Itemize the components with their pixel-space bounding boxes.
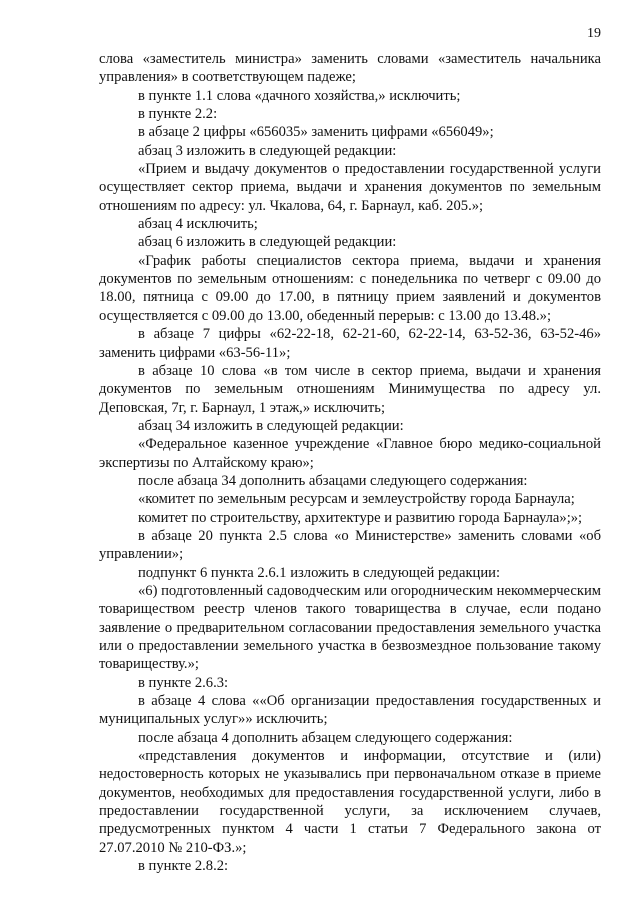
- paragraph: после абзаца 34 дополнить абзацами следующего содержания:: [138, 472, 528, 489]
- page-number: 19: [587, 26, 601, 41]
- paragraph: слова «заместитель министра» заменить словами «заместитель начальника управления» в соответствующем падеже;: [99, 51, 601, 86]
- paragraph: в абзаце 7 цифры «62-22-18, 62-21-60, 62-22-14, 63-52-36, 63-52-46» заменить цифрами «63-56-11»;: [99, 326, 601, 361]
- paragraph: в абзаце 20 пункта 2.5 слова «о Министерстве» заменить словами «об управлении»;: [99, 527, 601, 563]
- paragraph: комитет по строительству, архитектуре и развитию города Барнаула»;»;: [138, 509, 583, 526]
- paragraph: в абзаце 4 слова ««Об организации предоставления государственных и муниципальных услуг»» исключить;: [99, 693, 601, 728]
- paragraph: «Прием и выдачу документов о предоставлении государственной услуги осуществляет сектор приема, выдачи и хранения документов по земельным отношениям по адресу: ул. Чкалова, 64, г. Барнаул, каб. 205.»;: [99, 161, 601, 214]
- paragraph: «График работы специалистов сектора приема, выдачи и хранения документов по земельным отношениям: с понедельника по четверг с 09.00 до 18.00, пятница с 09.00 до 17.00, в пятницу прием заявлений и документов осуществляется с 09.00 до 13.00, обеденный перерыв: с 13.00 до 13.48.»;: [99, 252, 601, 324]
- paragraph: в абзаце 2 цифры «656035» заменить цифрами «656049»;: [138, 124, 494, 141]
- paragraph: «6) подготовленный садоводческим или огородническим некоммерческим товариществом реестр членов такого товарищества в случае, если подано заявление о предварительном согласовании предоставления земельного участка или о предоставлении земельного участка в безвозмездное пользование такому товариществу.»;: [99, 582, 601, 673]
- paragraph: абзац 6 изложить в следующей редакции:: [138, 234, 397, 251]
- paragraph: «комитет по земельным ресурсам и землеустройству города Барнаула;: [138, 491, 575, 508]
- paragraph: абзац 4 исключить;: [138, 216, 258, 233]
- paragraph: абзац 3 изложить в следующей редакции:: [138, 142, 397, 159]
- document-body: [99, 50, 601, 875]
- paragraph: в пункте 2.2:: [138, 106, 218, 123]
- paragraph: в пункте 2.8.2:: [138, 858, 229, 875]
- paragraph: абзац 34 изложить в следующей редакции:: [138, 417, 404, 434]
- paragraph: после абзаца 4 дополнить абзацем следующего содержания:: [138, 729, 513, 746]
- paragraph: подпункт 6 пункта 2.6.1 изложить в следующей редакции:: [138, 564, 501, 581]
- paragraph: в пункте 2.6.3:: [138, 674, 229, 691]
- paragraph: «представления документов и информации, отсутствие и (или) недостоверность которых не указывались при первоначальном отказе в приеме документов, необходимых для предоставления государственной услуги, либо в предоставлении государственной услуги, за исключением случаев, предусмотренных пунктом 4 части 1 статьи 7 Федерального закона от 27.07.2010 № 210-ФЗ.»;: [99, 748, 601, 856]
- paragraph: в абзаце 10 слова «в том числе в сектор приема, выдачи и хранения документов по земельным отношениям Минимущества по адресу ул. Деповская, 7г, г. Барнаул, 1 этаж,» исключить;: [99, 362, 601, 416]
- paragraph: «Федеральное казенное учреждение «Главное бюро медико-социальной экспертизы по Алтайскому краю»;: [99, 436, 601, 471]
- paragraph: в пункте 1.1 слова «дачного хозяйства,» исключить;: [138, 87, 461, 104]
